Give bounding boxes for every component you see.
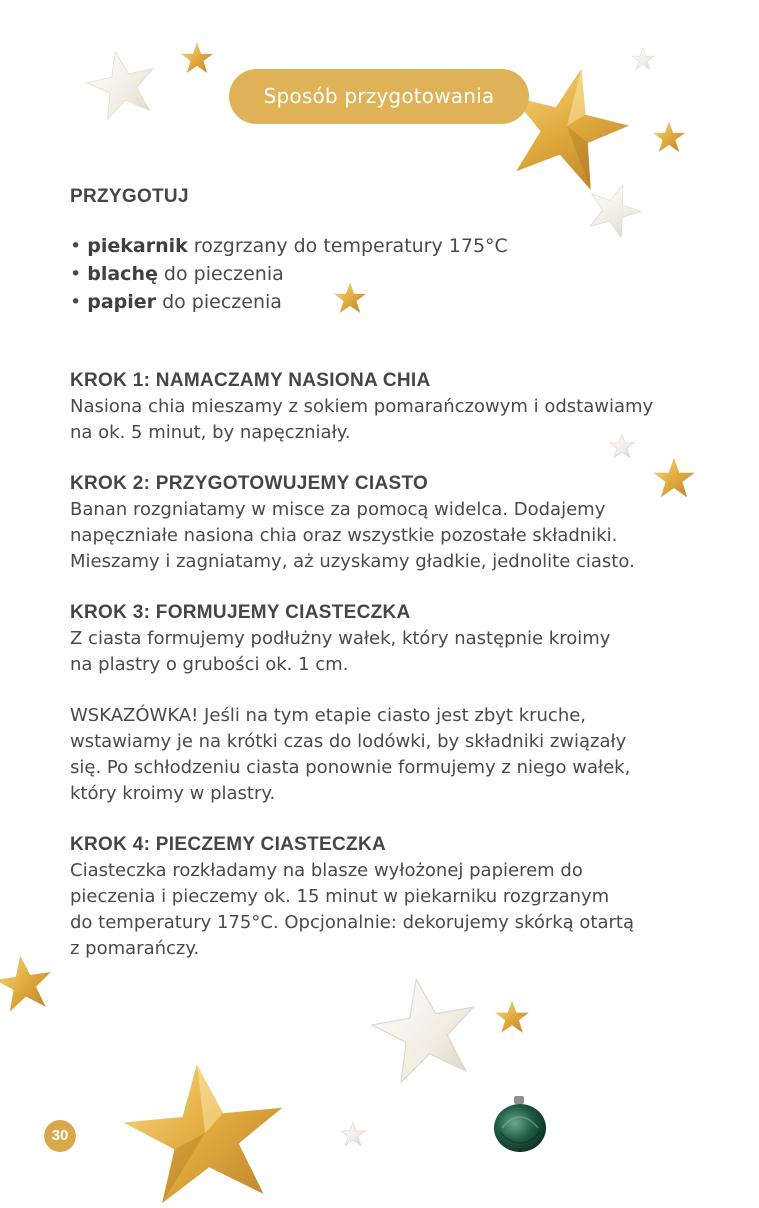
list-item: • piekarnik rozgrzany do temperatury 175°C bbox=[70, 235, 508, 257]
prepare-list bbox=[70, 232, 710, 316]
step-1 bbox=[70, 368, 710, 446]
white-star-icon bbox=[340, 1121, 366, 1147]
page-number-text: 30 bbox=[51, 1127, 69, 1144]
list-item-bold: blachę bbox=[87, 263, 158, 285]
list-item-bold: piekarnik bbox=[87, 235, 188, 257]
section-header-pill bbox=[229, 69, 529, 124]
tip bbox=[70, 703, 710, 807]
gold-star-icon bbox=[652, 120, 686, 154]
list-item-text: do pieczenia bbox=[157, 263, 284, 285]
tip-text: WSKAZÓWKA! Jeśli na tym etapie ciasto jest zbyt kruche, wstawiamy je na krótki czas do lodówki, by składniki związały się. Po schłodzeniu ciasta ponownie formujemy z niego wałek, który kroimy w plastry. bbox=[70, 705, 631, 804]
step-text: Banan rozgniatamy w misce za pomocą widelca. Dodajemy napęczniałe nasiona chia oraz wszystkie pozostałe składniki. Mieszamy i zagniatamy, aż uzyskamy gładkie, jednolite ciasto. bbox=[70, 499, 635, 572]
page-number bbox=[44, 1120, 76, 1152]
white-star-icon bbox=[86, 48, 158, 120]
step-text: Z ciasta formujemy podłużny wałek, który następnie kroimy na plastry o grubości ok. 1 cm. bbox=[70, 628, 611, 675]
step-title: KROK 4: PIECZEMY CIASTECZKA bbox=[70, 834, 386, 855]
recipe-content bbox=[70, 186, 710, 962]
bauble-ornament-icon bbox=[488, 1092, 552, 1156]
step-title: KROK 3: FORMUJEMY CIASTECZKA bbox=[70, 602, 411, 623]
gold-star-icon bbox=[120, 1058, 290, 1208]
step-text: Nasiona chia mieszamy z sokiem pomarańczowym i odstawiamy na ok. 5 minut, by napęczniały. bbox=[70, 396, 654, 443]
gold-star-icon bbox=[180, 41, 214, 75]
step-3 bbox=[70, 600, 710, 678]
step-text: Ciasteczka rozkładamy na blasze wyłożonej papierem do pieczenia i pieczemy ok. 15 minut w piekarniku rozgrzanym do temperatury 175°C. Opcjonalnie: dekorujemy skórką otartą z pomarańczy. bbox=[70, 860, 635, 959]
list-item: • papier do pieczenia bbox=[70, 291, 282, 313]
list-item-text: rozgrzany do temperatury 175°C bbox=[187, 235, 508, 257]
list-item-bold: papier bbox=[87, 291, 157, 313]
list-item-text: do pieczenia bbox=[156, 291, 282, 313]
step-title: KROK 1: NAMACZAMY NASIONA CHIA bbox=[70, 370, 431, 391]
gold-star-icon bbox=[494, 999, 530, 1035]
list-item: • blachę do pieczenia bbox=[70, 263, 284, 285]
step-2 bbox=[70, 471, 710, 575]
section-header-title: Sposób przygotowania bbox=[263, 84, 495, 108]
step-4 bbox=[70, 832, 710, 962]
white-star-icon bbox=[370, 974, 480, 1084]
step-title: KROK 2: PRZYGOTOWUJEMY CIASTO bbox=[70, 473, 429, 494]
gold-star-icon bbox=[0, 953, 54, 1013]
prepare-title: PRZYGOTUJ bbox=[70, 186, 189, 207]
white-star-icon bbox=[631, 47, 655, 71]
